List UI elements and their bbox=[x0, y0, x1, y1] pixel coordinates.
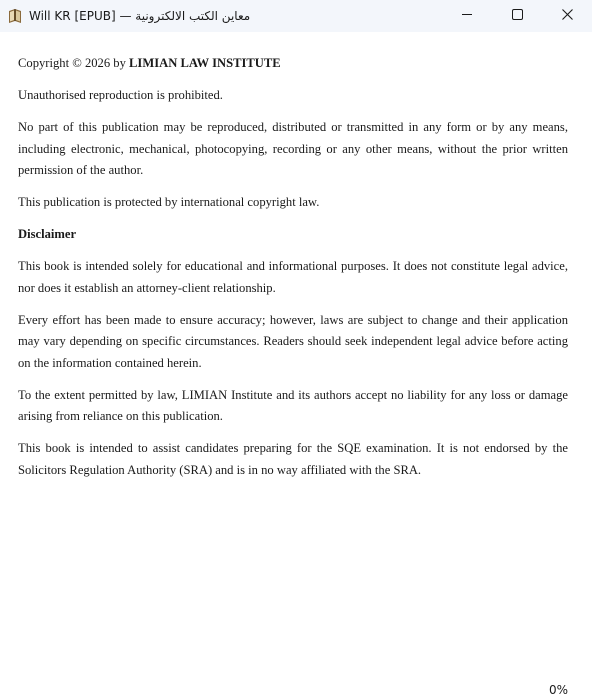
window-title: Will KR [EPUB] — معاين الكتب الالكترونية bbox=[29, 9, 251, 23]
close-button[interactable] bbox=[542, 0, 592, 32]
disclaimer-paragraph-3: To the extent permitted by law, LIMIAN Institute and its authors accept no liability for any loss or damage arising from reliance on this publication. bbox=[18, 387, 568, 423]
disclaimer-heading bbox=[18, 224, 568, 246]
close-icon bbox=[562, 9, 573, 23]
book-page bbox=[18, 53, 568, 492]
copyright-line bbox=[18, 53, 568, 75]
maximize-icon bbox=[512, 9, 523, 23]
disclaimer-paragraph-1: This book is intended solely for educational and informational purposes. It does not constitute legal advice, nor does it establish an attorney-client relationship. bbox=[18, 259, 568, 295]
minimize-icon bbox=[462, 9, 473, 23]
disclaimer-paragraph-4: This book is intended to assist candidates preparing for the SQE examination. It is not endorsed by the Solicitors Regulation Authority (SRA) and is in no way affiliated with the SRA. bbox=[18, 441, 568, 477]
disclaimer-heading-text: Disclaimer bbox=[18, 227, 77, 241]
reproduction-notice: Unauthorised reproduction is prohibited. bbox=[18, 88, 223, 102]
copyright-owner: LIMIAN LAW INSTITUTE bbox=[129, 56, 281, 70]
window-controls bbox=[442, 0, 592, 32]
minimize-button[interactable] bbox=[442, 0, 492, 32]
permissions-notice: No part of this publication may be reproduced, distributed or transmitted in any form or by any means, including electronic, mechanical, photocopying, recording or any other means, without the prior written permission of the author. bbox=[18, 120, 568, 177]
disclaimer-paragraph-2: Every effort has been made to ensure accuracy; however, laws are subject to change and their application may vary depending on specific circumstances. Readers should seek independent legal advice before acting on the information contained herein. bbox=[18, 312, 568, 370]
copyright-prefix: Copyright © 2026 by bbox=[18, 56, 130, 70]
reading-progress: 0% bbox=[548, 683, 568, 697]
protection-notice: This publication is protected by international copyright law. bbox=[18, 195, 320, 209]
book-icon bbox=[8, 8, 22, 24]
maximize-button[interactable] bbox=[492, 0, 542, 32]
title-bar[interactable] bbox=[0, 0, 592, 32]
